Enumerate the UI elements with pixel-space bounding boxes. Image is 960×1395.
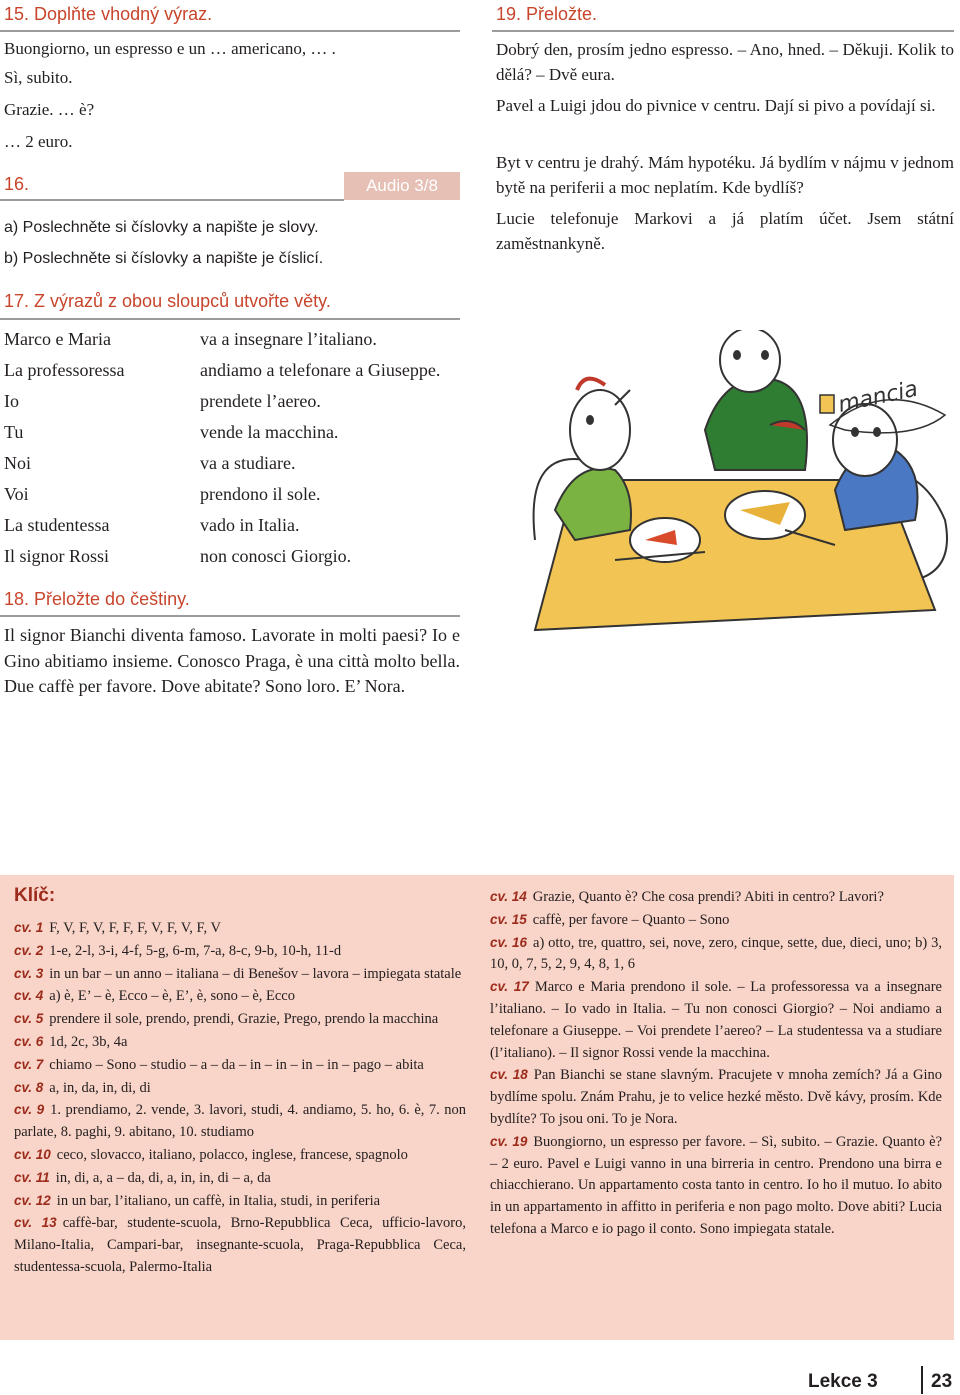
- ex16-header: 16.: [4, 174, 30, 194]
- audio-badge: Audio 3/8: [344, 172, 460, 200]
- lesson-label: Lekce 3: [808, 1371, 878, 1392]
- ex15-line-4: … 2 euro.: [4, 132, 73, 151]
- ex17-subject: Tu: [4, 422, 24, 442]
- key-entry: cv. 4 a) è, E’ – è, Ecco – è, E’, è, sono – è, Ecco: [14, 988, 295, 1005]
- ex17-predicate: prendete l’aereo.: [200, 391, 321, 411]
- key-entry: cv. 11 in, di, a, a – da, di, a, in, in, di – a, da: [14, 1169, 271, 1186]
- ex17-subject: Marco e Maria: [4, 329, 111, 349]
- key-entry: cv. 19 Buongiorno, un espresso per favore. – Sì, subito. – Grazie. Quanto è? – 2 euro. Pavel e Luigi vanno in una birreria in centro. Prendono una birra e chiacchierano. Un appartamento costa tanto in centro. Io ho il mutuo. Io abito in un appartamento in affitto in periferia e non pago molto. Dove abiti? Lucia telefona a Marco e io pago il conto. Sono impiegata statale.: [490, 1133, 943, 1237]
- key-left-column: [14, 917, 466, 1279]
- ex19-para-1: Dobrý den, prosím jedno espresso. – Ano, hned. – Děkuji. Kolik to dělá? – Dvě eura.: [496, 40, 954, 84]
- ex15-rule: [0, 30, 460, 32]
- ex16-rule: [0, 199, 344, 201]
- ex16-task-b: b) Poslechněte si číslovky a napište je číslicí.: [4, 250, 324, 267]
- key-entry: cv. 13 caffè-bar, studente-scuola, Brno-Repubblica Ceca, ufficio-lavoro, Milano-Italia, Campari-bar, insegnante-scuola, Praga-Repubblica Ceca, studentessa-scuola, Palermo-Italia: [14, 1215, 466, 1275]
- ex17-subject: Noi: [4, 453, 31, 473]
- ex15-line-2: Sì, subito.: [4, 68, 73, 87]
- key-entry: cv. 10 ceco, slovacco, italiano, polacco, inglese, francese, spagnolo: [14, 1146, 408, 1163]
- ex19-para-4: Lucie telefonuje Markovi a já platím účet. Jsem státní zaměstnankyně.: [496, 209, 954, 253]
- ex17-header: 17. Z výrazů z obou sloupců utvořte věty.: [4, 291, 331, 311]
- ex17-predicate: non conosci Giorgio.: [200, 546, 352, 566]
- ex15-line-1: Buongiorno, un espresso e un … americano, … .: [4, 39, 336, 58]
- footer-divider: [921, 1366, 923, 1394]
- ex17-subject: Voi: [4, 484, 29, 504]
- key-entry: cv. 15 caffè, per favore – Quanto – Sono: [490, 911, 730, 928]
- ex17-subject: La professoressa: [4, 360, 125, 380]
- mancia-caption: mancia: [836, 376, 921, 418]
- key-entry: cv. 3 in un bar – un anno – italiana – di Benešov – lavora – impiegata statale: [14, 965, 462, 982]
- ex17-predicate: vado in Italia.: [200, 515, 300, 535]
- ex17-predicate: va a insegnare l’italiano.: [200, 329, 377, 349]
- ex15-header: 15. Doplňte vhodný výraz.: [4, 4, 213, 24]
- key-entry: cv. 8 a, in, da, in, di, di: [14, 1079, 151, 1096]
- key-entry: cv. 5 prendere il sole, prendo, prendi, Grazie, Prego, prendo la macchina: [14, 1011, 439, 1028]
- key-right-column: [490, 886, 942, 1241]
- ex17-subject: La studentessa: [4, 515, 110, 535]
- key-entry: cv. 2 1-e, 2-l, 3-i, 4-f, 5-g, 6-m, 7-a, 8-c, 9-b, 10-h, 11-d: [14, 942, 342, 959]
- key-title: Klíč:: [14, 885, 56, 906]
- key-entry: cv. 9 1. prendiamo, 2. vende, 3. lavori, studi, 4. andiamo, 5. ho, 6. è, 7. non parlate, 8. paghi, 9. abitano, 10. studiamo: [14, 1102, 467, 1141]
- ex17-predicate: va a studiare.: [200, 453, 296, 473]
- ex17-subject: Io: [4, 391, 19, 411]
- key-entry: cv. 7 chiamo – Sono – studio – a – da – in – in – in – in – pago – abita: [14, 1056, 424, 1073]
- ex17-subject: Il signor Rossi: [4, 546, 110, 566]
- ex17-predicate: andiamo a telefonare a Giuseppe.: [200, 360, 441, 380]
- ex17-predicate: vende la macchina.: [200, 422, 339, 442]
- key-entry: cv. 14 Grazie, Quanto è? Che cosa prendi? Abiti in centro? Lavori?: [490, 889, 884, 905]
- key-entry: cv. 1 F, V, F, V, F, F, F, V, F, V, F, V: [14, 920, 221, 936]
- ex19-header: 19. Přeložte.: [496, 4, 598, 24]
- key-entry: cv. 16 a) otto, tre, quattro, sei, nove, zero, cinque, sette, due, dieci, uno; b) 3, 10, 0, 7, 5, 2, 9, 4, 8, 1, 6: [490, 934, 942, 973]
- restaurant-illustration: [515, 330, 955, 660]
- ex17-rule: [0, 318, 460, 320]
- ex18-text: Il signor Bianchi diventa famoso. Lavorate in molti paesi? Io e Gino abitiamo insieme. Conosco Praga, è una città molto bella. Due caffè per favore. Dove abitate? Sono loro. E’ Nora.: [4, 625, 460, 696]
- key-entry: cv. 6 1d, 2c, 3b, 4a: [14, 1033, 128, 1050]
- page-number: 23: [931, 1371, 953, 1392]
- ex18-header: 18. Přeložte do češtiny.: [4, 589, 190, 609]
- key-entry: cv. 18 Pan Bianchi se stane slavným. Pracujete v mnoha zemích? Já a Gino bydlíme spolu. Znám Prahu, je to velice hezké město. Dvě kávy, prosím. Kde bydlíte? To jsou oni. To je Nora.: [490, 1067, 942, 1127]
- ex19-rule: [492, 30, 954, 32]
- ex19-para-3: Byt v centru je drahý. Mám hypotéku. Já bydlím v nájmu v jednom bytě na periferii a moc neplatím. Kde bydlíš?: [496, 153, 954, 197]
- key-entry: cv. 12 in un bar, l’italiano, un caffè, in Italia, studi, in periferia: [14, 1192, 381, 1209]
- ex17-predicate: prendono il sole.: [200, 484, 321, 504]
- ex15-line-3: Grazie. … è?: [4, 100, 95, 119]
- ex19-para-2: Pavel a Luigi jdou do pivnice v centru. Dají si pivo a povídají si.: [496, 96, 936, 115]
- ex16-task-a: a) Poslechněte si číslovky a napište je slovy.: [4, 219, 319, 236]
- key-entry: cv. 17 Marco e Maria prendono il sole. – La professoressa va a insegnare l’italiano. – Io vado in Italia. – Tu non conosci Giorgio? – Noi andiamo a telefonare a Giuseppe. – Voi prendete l’aereo? – La studentessa va a studiare (l’italiano). – Il signor Rossi vende la macchina.: [490, 979, 942, 1061]
- ex18-rule: [0, 615, 460, 617]
